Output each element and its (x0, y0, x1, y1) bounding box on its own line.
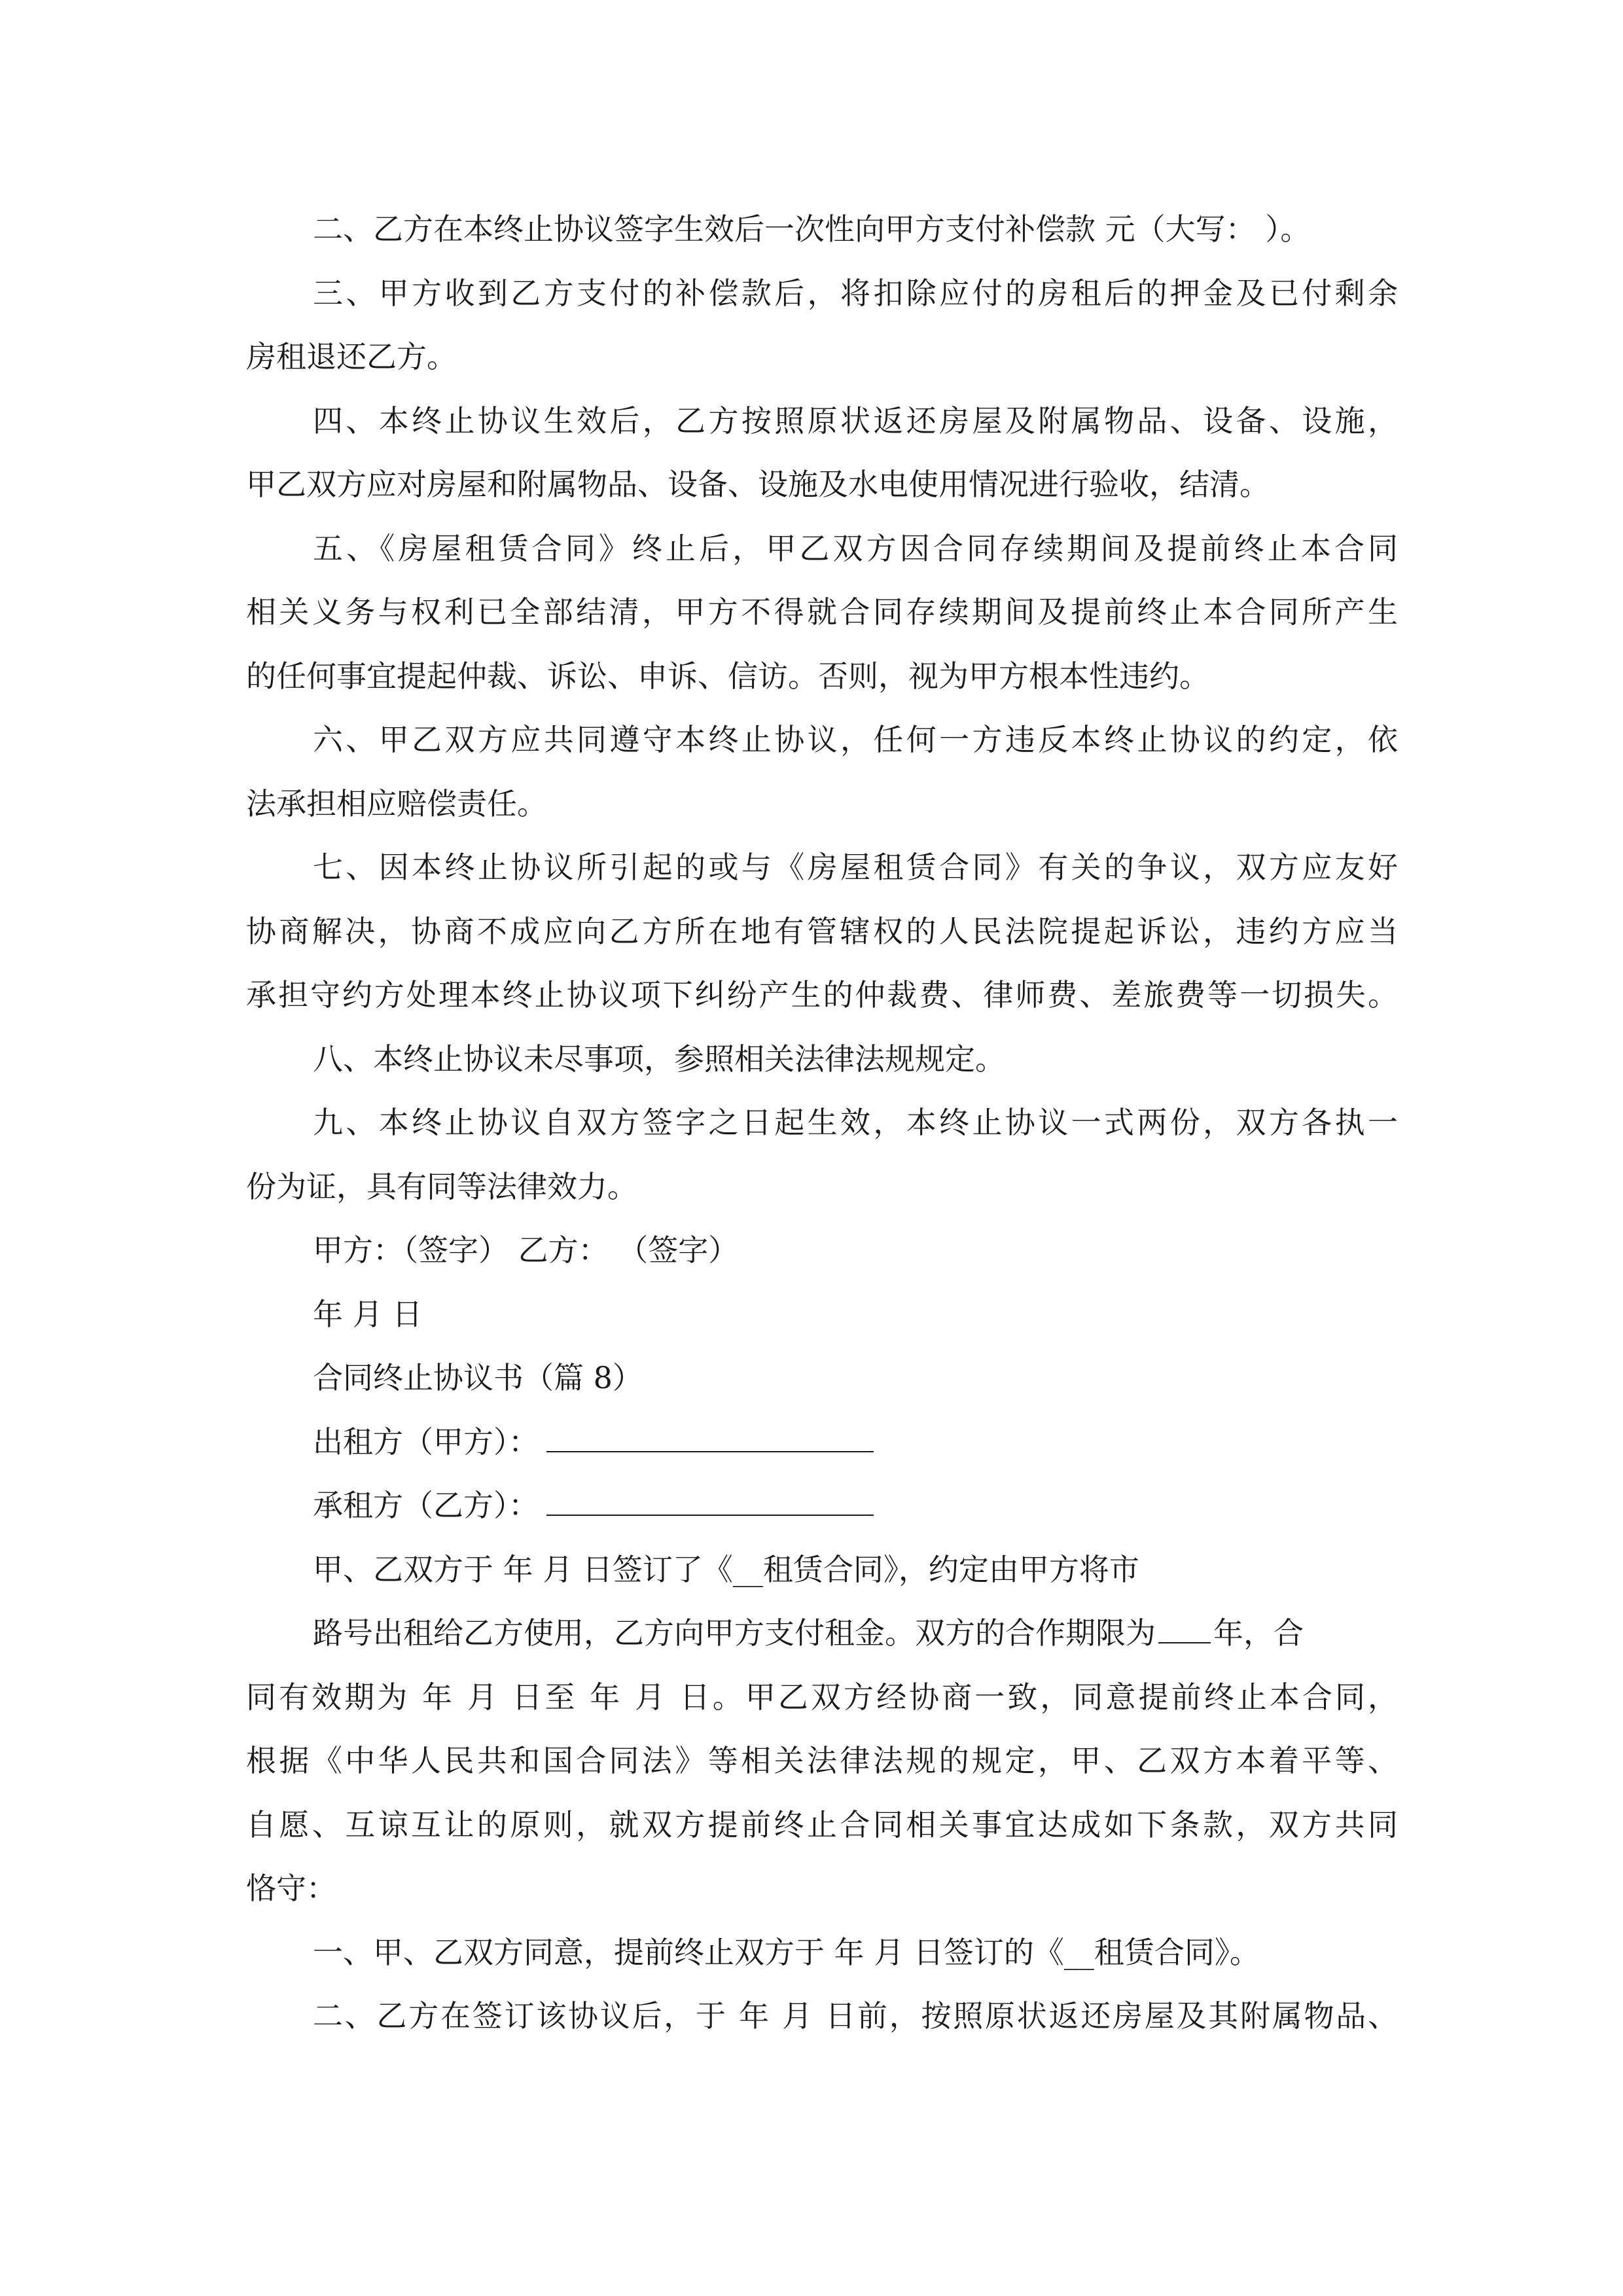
clause-3-refund-line-2: 房租退还乙方。 (246, 339, 457, 374)
clause-4-return-line-1: 四、本终止协议生效后，乙方按照原状返还房屋及附属物品、设备、设施， (313, 403, 1398, 439)
intro-line-4: 根据《中华人民共和国合同法》等相关法律法规的规定，甲、乙双方本着平等、 (246, 1743, 1398, 1778)
clause-8-other-matters: 八、本终止协议未尽事项，参照相关法律法规规定。 (313, 1041, 1005, 1077)
clause-7-dispute-line-2: 协商解决，协商不成应向乙方所在地有管辖权的人民法院提起诉讼，违约方应当 (246, 913, 1398, 949)
intro-line-1: 甲、乙双方于 年 月 日签订了《__租赁合同》，约定由甲方将市 (313, 1551, 1139, 1587)
lessee-blank (546, 1508, 874, 1516)
intro-line-3: 同有效期为 年 月 日至 年 月 日。甲乙双方经协商一致，同意提前终止本合同， (246, 1679, 1398, 1715)
clause-6-compliance-line-1: 六、甲乙双方应共同遵守本终止协议，任何一方违反本终止协议的约定，依 (313, 722, 1398, 757)
clause-5-settlement-line-2: 相关义务与权利已全部结清，甲方不得就合同存续期间及提前终止本合同所产生 (246, 594, 1398, 630)
clause-7-dispute-line-3: 承担守约方处理本终止协议项下纠纷产生的仲裁费、律师费、差旅费等一切损失。 (246, 977, 1398, 1013)
clause-9-effective-line-1: 九、本终止协议自双方签字之日起生效，本终止协议一式两份，双方各执一 (313, 1105, 1398, 1140)
intro-line-2-text: 路号出租给乙方使用，乙方向甲方支付租金。双方的合作期限为 (313, 1615, 1156, 1651)
term-years-blank (1158, 1636, 1211, 1643)
clause-3-refund-line-1: 三、甲方收到乙方支付的补偿款后，将扣除应付的房租后的押金及已付剩余 (313, 275, 1398, 311)
clause-6-compliance-line-2: 法承担相应赔偿责任。 (246, 785, 547, 821)
clause-9-effective-line-2: 份为证，具有同等法律效力。 (246, 1168, 637, 1204)
section-title: 合同终止协议书（篇 8） (313, 1360, 643, 1395)
new-clause-1: 一、甲、乙双方同意，提前终止双方于 年 月 日签订的《__租赁合同》。 (313, 1934, 1260, 1970)
lessee-line (246, 1474, 1398, 1538)
clause-4-return-line-2: 甲乙双方应对房屋和附属物品、设备、设施及水电使用情况进行验收，结清。 (246, 467, 1270, 502)
clause-7-dispute-line-1: 七、因本终止协议所引起的或与《房屋租赁合同》有关的争议，双方应友好 (313, 850, 1398, 885)
lessor-blank (546, 1444, 874, 1452)
clause-5-settlement-line-3: 的任何事宜提起仲裁、诉讼、申诉、信访。否则，视为甲方根本性违约。 (246, 658, 1209, 694)
new-clause-2: 二、乙方在签订该协议后，于 年 月 日前，按照原状返还房屋及其附属物品、 (313, 1998, 1398, 2034)
signature-line: 甲方：（签字） 乙方： （签字） (313, 1232, 739, 1268)
lessor-line (246, 1410, 1398, 1475)
lessee-label: 承租方（乙方）： (313, 1488, 539, 1523)
date-line: 年 月 日 (313, 1296, 423, 1332)
document-body (246, 198, 1398, 2049)
intro-line-6: 恪守： (246, 1871, 336, 1906)
clause-5-settlement-line-1: 五、《房屋租赁合同》终止后，甲乙双方因合同存续期间及提前终止本合同 (313, 530, 1398, 566)
intro-line-2 (246, 1602, 1398, 1666)
intro-line-2-tail: 年，合 (1213, 1615, 1304, 1651)
lessor-label: 出租方（甲方）： (313, 1424, 539, 1460)
intro-line-5: 自愿、互谅互让的原则，就双方提前终止合同相关事宜达成如下条款，双方共同 (246, 1806, 1398, 1842)
clause-2-compensation: 二、乙方在本终止协议签字生效后一次性向甲方支付补偿款 元（大写： ）。 (313, 211, 1311, 247)
